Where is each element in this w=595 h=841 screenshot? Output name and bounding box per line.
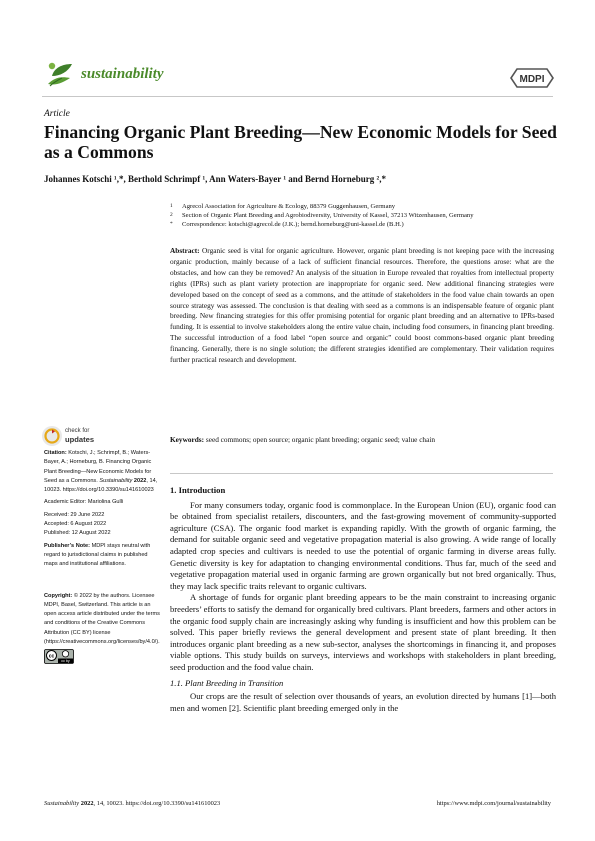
academic-editor: Academic Editor: Mariolina Gulli	[44, 499, 124, 506]
copyright-text[interactable]: © 2022 by the authors. Licensee MDPI, Basel, Switzerland. This article is an open access article distributed under the terms and conditions of the Creative Commons Attribution (CC BY) license (https://creativecommons.org/licenses/by/4.0/).	[44, 592, 160, 646]
affiliation-text: Agrecol Association for Agriculture & Ecology, 88379 Guggenhausen, Germany	[182, 203, 396, 210]
footer-citation[interactable]	[44, 800, 220, 807]
paragraph-1: For many consumers today, organic food is commonplace. In the European Union (EU), organic food can be obtained from specialist retailers, discounters, and the fast-growing movement of community-supported agriculture (CSA). The organic food market is expanding rapidly. With the growth of organic farming, the demand for suitable organic seed and vegetative propagation material is also growing. A wide range of locally adapted crop species and cultivars is needed to use the potential of organic farming in diverse areas fully. Genetic diversity is key for adaptation to changing environmental conditions. Thus far, much of the seed and vegetative propagation material used in organic farming are grown organically but not bred organically. Thus, they may lack specific traits relevant to organic cultivars.	[170, 499, 556, 591]
abstract-label: Abstract:	[170, 246, 200, 255]
copyright	[44, 592, 162, 648]
keywords	[170, 435, 554, 444]
cc-badge-text: cc by	[61, 659, 70, 664]
updates-text: updates	[65, 435, 95, 444]
article-type: Article	[44, 109, 70, 119]
journal-logo	[44, 60, 234, 92]
citation[interactable]	[44, 449, 162, 495]
check-for-text: check for	[65, 428, 90, 434]
affiliation-marker: 2	[170, 212, 173, 218]
correspondence-text[interactable]: Correspondence: kotschi@agrecol.de (J.K.); bernd.horneburg@uni-kassel.de (B.H.)	[182, 221, 404, 228]
section-heading: 1. Introduction	[170, 485, 226, 495]
affiliation-marker: *	[170, 221, 173, 227]
citation-journal: Sustainability	[99, 477, 133, 484]
footer-year: 2022	[80, 800, 94, 807]
journal-name: sustainability	[81, 66, 164, 82]
footer-doi[interactable]: , 14, 10023. https://doi.org/10.3390/su141610023	[93, 800, 221, 807]
citation-text: Kotschi, J.; Schrimpf, B.; Waters-Bayer, A.; Horneburg, B. Financing Organic Plant Breeding—New Economic Models for Seed as a Commons.	[44, 450, 152, 484]
paragraph-2: A shortage of funds for organic plant breeding appears to be the main constraint to increasing organic breeders’ efforts to satisfy the demand for organically bred cultivars. Plant breeders, farmers and other actors in the organic food supply chain are increasingly asking why funding is insufficient and how this problem can be solved. This paper briefly reviews the general development and present state of plant breeding. It then introduces organic plant breeding as a new sub-sector, analyses the shortcomings in financing it, and proposes viable options. This study builds on surveys, interviews and workshops with stakeholders in plant breeding, seed production and the food value chain.	[170, 592, 556, 672]
affiliation-text: Section of Organic Plant Breeding and Agrobiodiversity, University of Kassel, 37213 Witzenhausen, Germany	[182, 212, 474, 219]
citation-year: 2022	[133, 477, 147, 484]
published-date: Published: 12 August 2022	[44, 530, 111, 537]
sidebar-metadata	[44, 449, 162, 647]
keywords-divider	[170, 473, 553, 474]
publisher-note-text: MDPI stays neutral with regard to jurisdictional claims in published maps and institutional affiliations.	[44, 542, 151, 568]
keywords-text: seed commons; open source; organic plant breeding; organic seed; value chain	[205, 435, 435, 444]
cc-by-license-icon[interactable]	[44, 649, 74, 664]
publisher-note	[44, 542, 162, 570]
copyright-label: Copyright:	[44, 592, 73, 599]
keywords-label: Keywords:	[170, 435, 205, 444]
header-divider	[42, 96, 553, 97]
abstract	[170, 246, 554, 366]
citation-doi[interactable]: , 14, 10023. https://doi.org/10.3390/su141610023	[44, 477, 158, 494]
article-title: Financing Organic Plant Breeding—New Economic Models for Seed as a Commons	[44, 122, 557, 162]
main-body	[170, 485, 556, 714]
citation-label: Citation:	[44, 450, 67, 456]
received-date: Received: 29 June 2022	[44, 511, 105, 518]
subsection-heading: 1.1. Plant Breeding in Transition	[170, 677, 284, 688]
footer-url[interactable]: https://www.mdpi.com/journal/sustainability	[436, 800, 551, 807]
leaf-logo-icon	[44, 60, 78, 90]
author-list: Johannes Kotschi ¹,*, Berthold Schrimpf ¹, Ann Waters-Bayer ¹ and Bernd Horneburg ²,*	[44, 174, 386, 184]
footer-journal: Sustainability	[44, 800, 80, 807]
abstract-text: Organic seed is vital for organic agriculture. However, organic plant breeding is not keeping pace with the increasing organic production, mainly because of a lack of sufficient financial resources. Therefore, the questions arose: what are the obstacles, and how can they be removed? An analysis of the situation in Europe revealed that royalties from intellectual property rights (IPRs) such as plant variety protection are inappropriate for organic seed. New additional financing strategies were developed based on the concept of seed as a commons, and the attitude of stakeholders in the food value chain towards an open source strategy was assessed. The conclusion is that dealing with seed as a commons is an indispensable feature of organic plant breeding. New financing strategies for this offer promising potential for organic plant breeding and an alternative to IPRs-based funding. It is essential to involve stakeholders along the entire value chain, including food consumers, in financing plant breeding. The successful introduction of a food label “open source and organic” could boost commons-based organic plant breeding financing. Generally, there is no single solution; the different strategies identified are complementary. Their validation requires further practical research and development.	[170, 246, 554, 365]
publisher-note-label: Publisher’s Note:	[44, 542, 91, 549]
affiliation-marker: 1	[170, 203, 173, 209]
mdpi-logo	[509, 67, 555, 89]
svg-text:cc: cc	[48, 653, 55, 660]
paragraph-3: Our crops are the result of selection over thousands of years, an evolution directed by humans [1]—both men and women [2]. Scientific plant breeding emerged only in the	[170, 691, 556, 713]
accepted-date: Accepted: 6 August 2022	[44, 521, 107, 528]
check-updates-icon	[42, 426, 62, 446]
publisher-name: MDPI	[519, 74, 545, 85]
refresh-icon	[42, 426, 62, 446]
check-for-updates-badge[interactable]	[42, 426, 132, 448]
